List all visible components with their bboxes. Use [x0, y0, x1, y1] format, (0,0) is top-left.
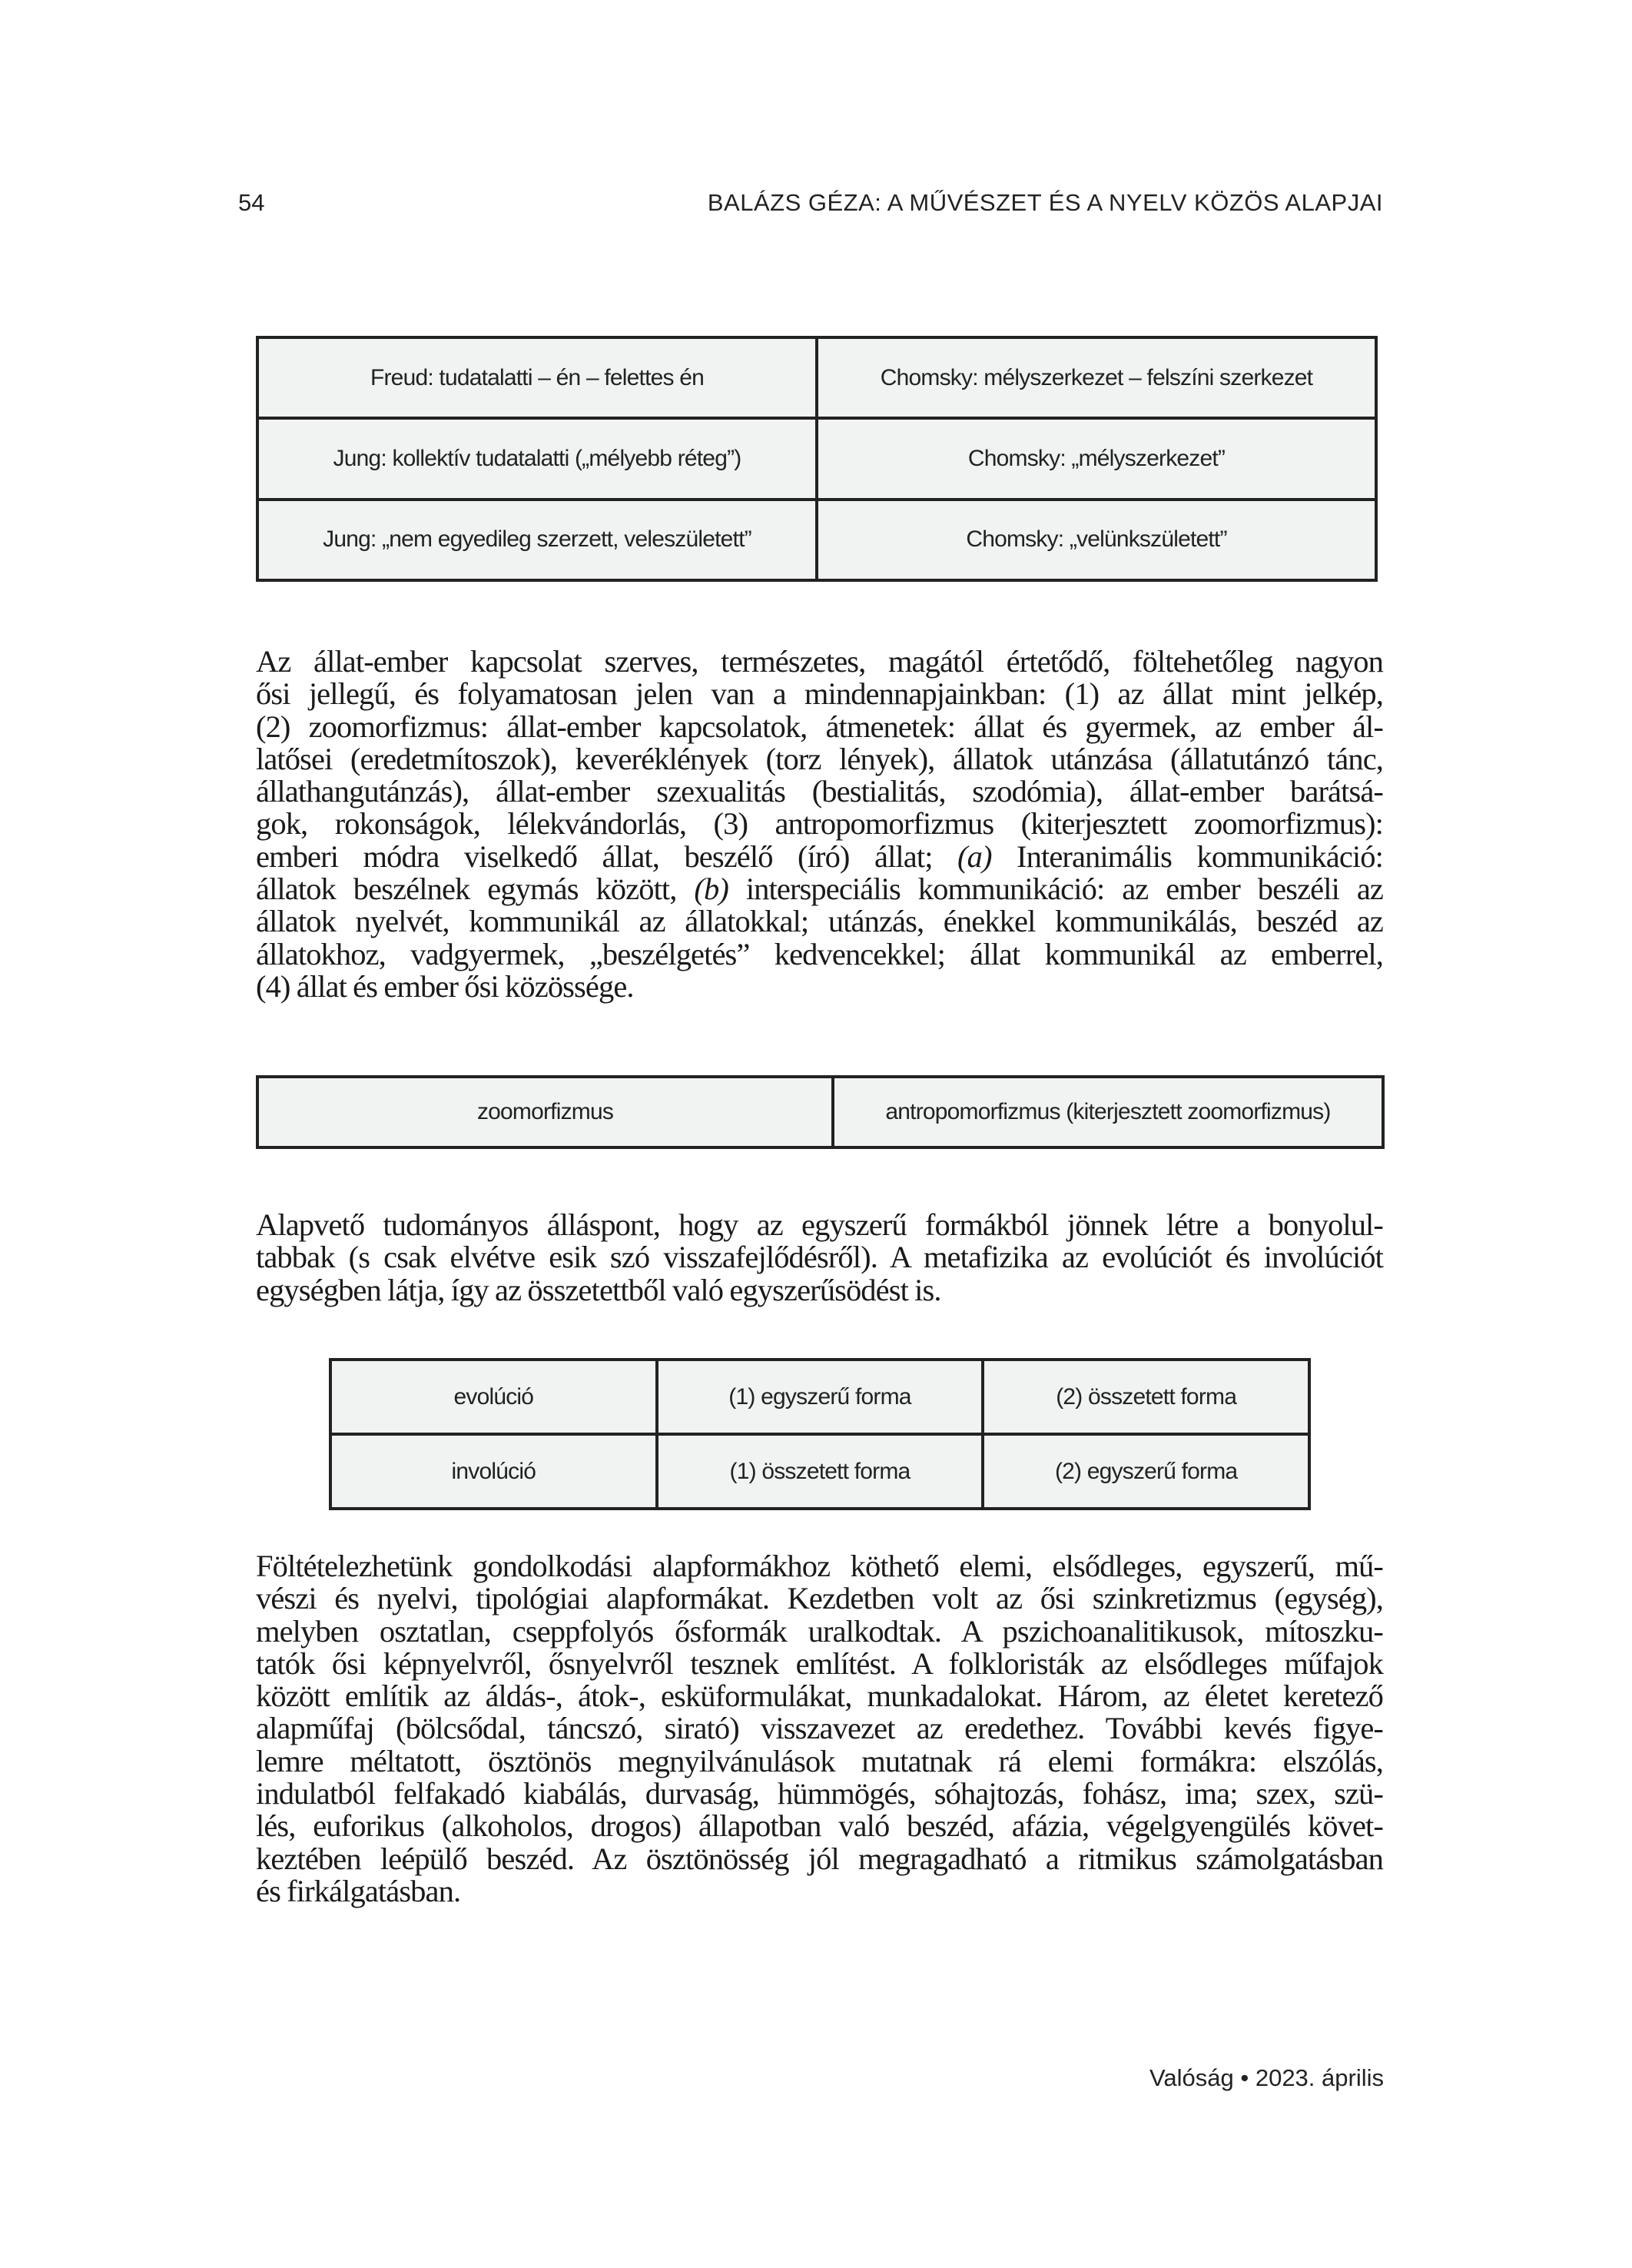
- text-line: között említik az áldás-, átok-, esküformulákat, munkadalokat. Három, az életet keretező: [256, 1679, 1383, 1714]
- table-cell: Jung: kollektív tudatalatti („mélyebb réteg”): [257, 418, 817, 499]
- table-cell: Chomsky: „velünkszületett”: [817, 500, 1376, 580]
- text-line: Alapvető tudományos álláspont, hogy az egyszerű formákból jönnek létre a bonyolul-: [256, 1207, 1383, 1242]
- running-title: BALÁZS GÉZA: A MŰVÉSZET ÉS A NYELV KÖZÖS ALAPJAI: [707, 189, 1383, 216]
- table-cell: (1) egyszerű forma: [657, 1360, 984, 1434]
- table-cell: Chomsky: „mélyszerkezet”: [817, 418, 1376, 499]
- table-cell: Freud: tudatalatti – én – felettes én: [257, 337, 817, 418]
- text-line: [256, 838, 1383, 874]
- paragraph-animal-human: [256, 646, 1383, 1003]
- table-row: [330, 1434, 1309, 1509]
- text-line: (4) állat és ember ősi közössége.: [256, 968, 634, 1004]
- text-line: lés, euforikus (alkoholos, drogos) állapotban való beszéd, afázia, végelgyengülés követ-: [256, 1808, 1383, 1844]
- text-run: interspeciális kommunikáció: az ember beszéli az: [728, 872, 1383, 907]
- italic-marker: (a): [957, 838, 992, 874]
- table-row: [330, 1360, 1309, 1434]
- text-line: állathangutánzás), állat-ember szexualitás (bestialitás, szodómia), állat-ember barátsá-: [256, 774, 1383, 809]
- italic-marker: (b): [694, 872, 728, 907]
- table-cell: zoomorfizmus: [257, 1077, 833, 1147]
- text-line: (2) zoomorfizmus: állat-ember kapcsolatok, átmenetek: állat és gyermek, az ember ál-: [256, 709, 1383, 744]
- table-evolution-involution: [329, 1358, 1311, 1510]
- text-line: alapműfaj (bölcsődal, táncszó, sirató) visszavezet az eredethez. További kevés figye-: [256, 1711, 1383, 1746]
- table-cell: evolúció: [330, 1360, 657, 1434]
- text-line: állatokhoz, vadgyermek, „beszélgetés” kedvencekkel; állat kommunikál az emberrel,: [256, 936, 1383, 971]
- page-number: 54: [238, 189, 265, 216]
- text-line: melyben osztatlan, cseppfolyós ősformák uralkodtak. A pszichoanalitikusok, mítoszku-: [256, 1613, 1383, 1649]
- table-zoomorphism: [256, 1075, 1385, 1149]
- table-row: [257, 500, 1376, 580]
- table-cell: Jung: „nem egyedileg szerzett, veleszületett”: [257, 500, 817, 580]
- text-line: egységben látja, így az összetettből való egyszerűsödést is.: [256, 1272, 941, 1307]
- text-line: tatók ősi képnyelvről, ősnyelvről tesznek említést. A folkloristák az elsődleges műfajok: [256, 1645, 1383, 1681]
- text-line: tabbak (s csak elvétve esik szó visszafejlődésről). A metafizika az evolúciót és involúciót: [256, 1240, 1383, 1275]
- table-cell: Chomsky: mélyszerkezet – felszíni szerkezet: [817, 337, 1376, 418]
- text-run: állatok beszélnek egymás között,: [256, 872, 695, 907]
- table-row: [257, 337, 1376, 418]
- text-line: keztében leépülő beszéd. Az ösztönösség jól megragadható a ritmikus számolgatásban: [256, 1841, 1383, 1876]
- paragraph-evolution: [256, 1209, 1383, 1307]
- text-line: latősei (eredetmítoszok), keveréklények (torz lények), állatok utánzása (állatutánzó tánc,: [256, 741, 1383, 776]
- text-line: Föltételezhetünk gondolkodási alapformákhoz köthető elemi, elsődleges, egyszerű, mű-: [256, 1549, 1383, 1583]
- text-line: állatok nyelvét, kommunikál az állatokkal; utánzás, énekkel kommunikálás, beszéd az: [256, 904, 1383, 939]
- text-line: gok, rokonságok, lélekvándorlás, (3) antropomorfizmus (kiterjesztett zoomorfizmus):: [256, 806, 1383, 842]
- text-line: és firkálgatásban.: [256, 1873, 461, 1908]
- text-line: indulatból felfakadó kiabálás, durvaság, hümmögés, sóhajtozás, fohász, ima; szex, szü-: [256, 1776, 1383, 1811]
- text-run: Interanimális kommunikáció:: [991, 838, 1383, 874]
- text-line: lemre méltatott, ösztönös megnyilvánulások mutatnak rá elemi formákra: elszólás,: [256, 1743, 1383, 1778]
- paragraph-basic-forms: [256, 1550, 1383, 1908]
- page-header: [238, 189, 1383, 220]
- text-line: ősi jellegű, és folyamatosan jelen van a mindennapjainkban: (1) az állat mint jelkép,: [256, 676, 1383, 712]
- text-line: vészi és nyelvi, tipológiai alapformákat. Kezdetben volt az ősi szinkretizmus (egység),: [256, 1581, 1383, 1616]
- table-freud-jung-chomsky: [256, 336, 1378, 582]
- table-cell: (2) egyszerű forma: [983, 1434, 1309, 1509]
- table-row: [257, 1077, 1383, 1147]
- text-run: emberi módra viselkedő állat, beszélő (író) állat;: [256, 838, 958, 874]
- table-cell: antropomorfizmus (kiterjesztett zoomorfizmus): [833, 1077, 1383, 1147]
- table-cell: involúció: [330, 1434, 657, 1509]
- text-line: [256, 873, 1383, 905]
- table-cell: (2) összetett forma: [983, 1360, 1309, 1434]
- text-line: Az állat-ember kapcsolat szerves, természetes, magától értetődő, föltehetőleg nagyon: [256, 644, 1383, 679]
- table-row: [257, 418, 1376, 499]
- page-footer: Valóság • 2023. április: [1149, 2064, 1384, 2091]
- table-cell: (1) összetett forma: [657, 1434, 984, 1509]
